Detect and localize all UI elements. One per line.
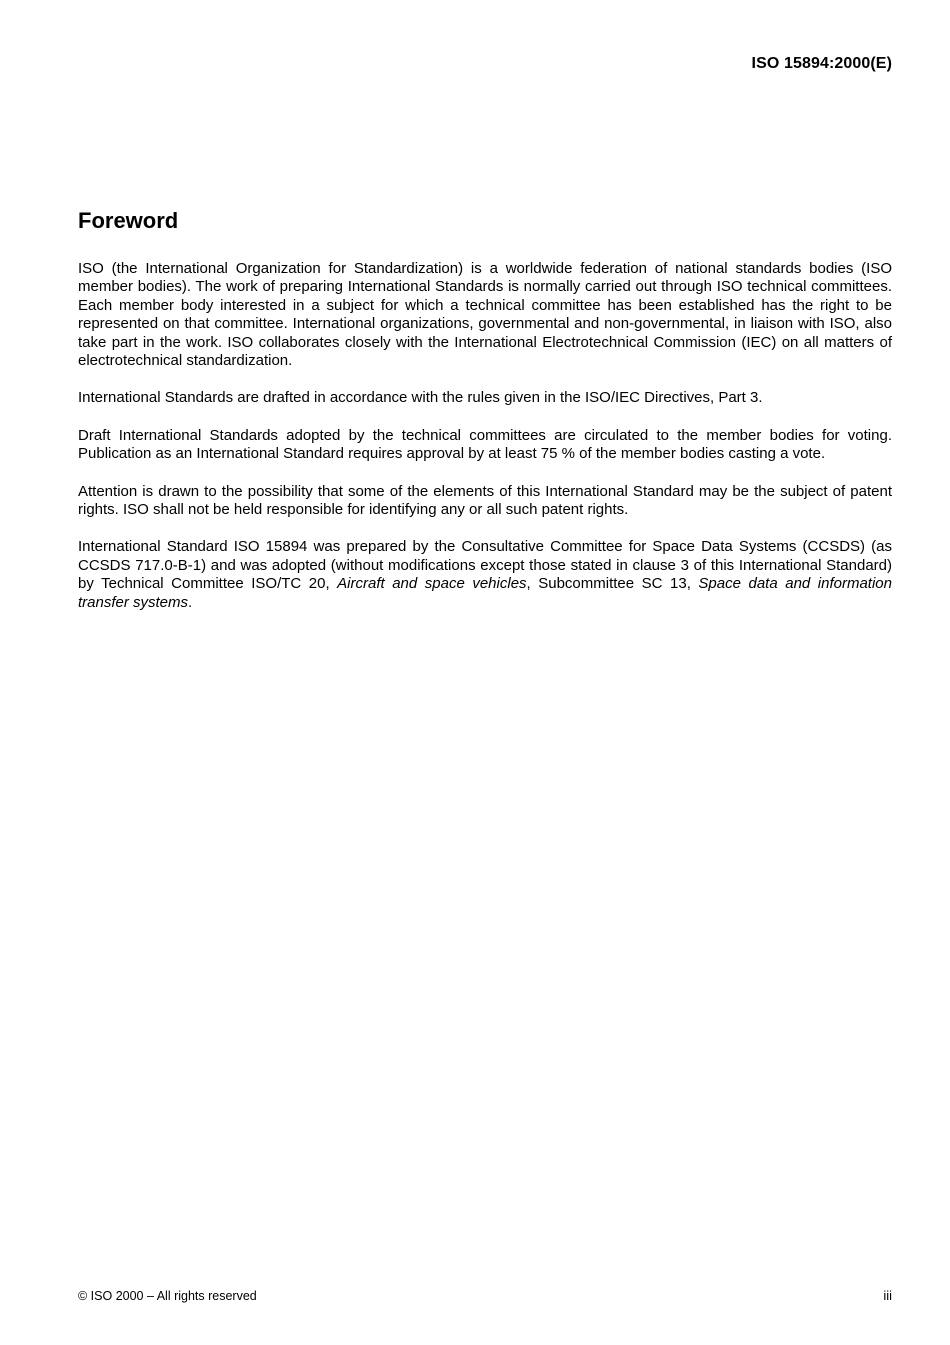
committee-name: Aircraft and space vehicles [337,575,527,593]
paragraph-preparation [78,538,892,612]
copyright-notice: © ISO 2000 – All rights reserved [78,1289,257,1303]
paragraph-directives: International Standards are drafted in accordance with the rules given in the ISO/IEC Directives, Part 3. [78,389,763,407]
preparation-text-1: International Standard ISO 15894 was prepared by the Consultative Committee for Space Data Systems (CCSDS) (as CCSDS 717.0-B-1) and was adopted (without modifications except those stated in clause 3 of this International Standard) by Technical Committee ISO/TC 20, [78,538,892,593]
section-title: Foreword [78,208,179,233]
subcommittee-name: Space data and information transfer systems [78,575,892,611]
document-identifier: ISO 15894:2000(E) [751,55,892,72]
paragraph-draft-standards: Draft International Standards adopted by the technical committees are circulated to the member bodies for voting. Publication as an International Standard requires approval by at least 75 % of the member bodies casting a vote. [78,426,892,463]
page-number: iii [883,1288,892,1303]
preparation-text-3: . [188,593,193,611]
paragraph-patent-rights: Attention is drawn to the possibility that some of the elements of this International Standard may be the subject of patent rights. ISO shall not be held responsible for identifying any or all such patent rights. [78,482,892,519]
paragraph-iso-overview: ISO (the International Organization for Standardization) is a worldwide federation of national standards bodies (ISO member bodies). The work of preparing International Standards is normally carried out through ISO technical committees. Each member body interested in a subject for which a technical committee has been established has the right to be represented on that committee. International organizations, governmental and non-governmental, in liaison with ISO, also take part in the work. ISO collaborates closely with the International Electrotechnical Commission (IEC) on all matters of electrotechnical standardization. [78,260,892,370]
foreword-body [78,260,892,631]
preparation-text-2: , Subcommittee SC 13, [526,575,699,593]
